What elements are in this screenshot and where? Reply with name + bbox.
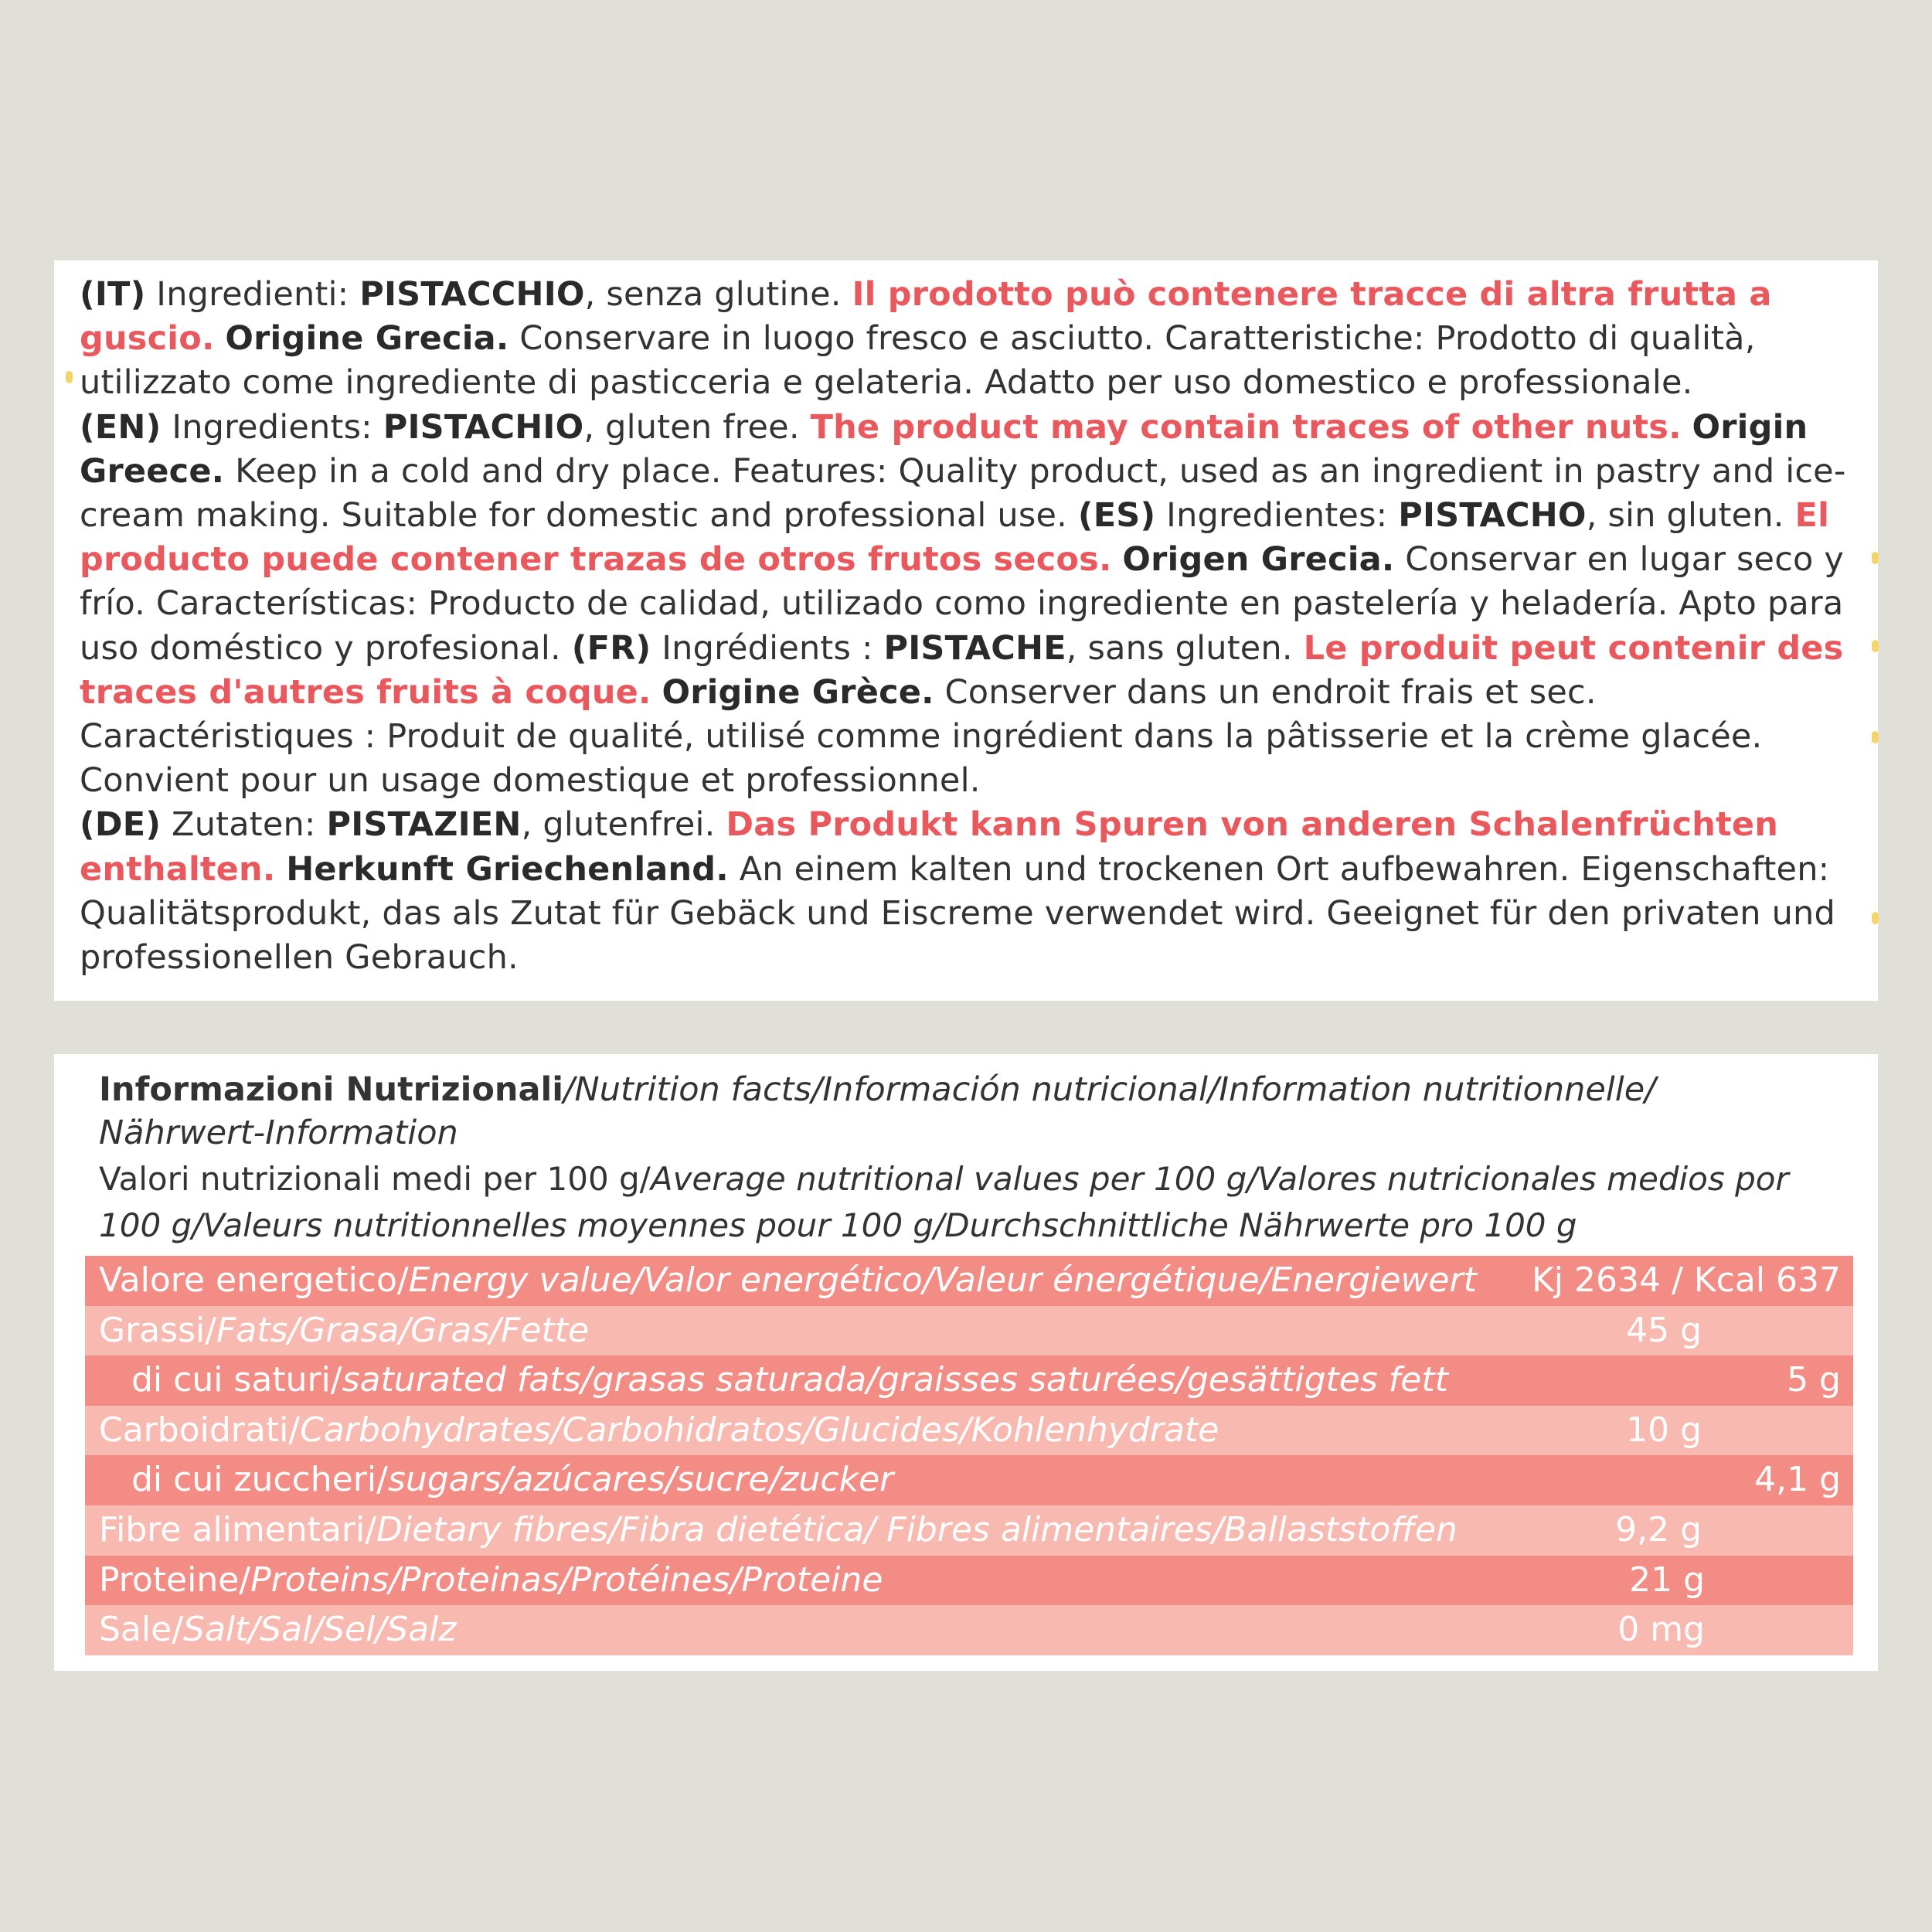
nutrient-value: 4,1 g	[1754, 1460, 1841, 1500]
nutrient-value: 0 mg	[1617, 1610, 1705, 1650]
nutrition-row	[85, 1306, 1853, 1356]
ingredient-text	[215, 319, 226, 358]
ingredient-text: Conserver dans un endroit frais et sec. Caractéristiques : Produit de qualité, utilisé comme ingrédient dans la pâtisserie et la crème glacée. Convient pour un usage domestique et professionnel.	[80, 672, 1763, 801]
nutrition-table	[85, 1256, 1853, 1655]
edge-mark	[66, 371, 73, 383]
ingredient-text: , gluten free.	[583, 407, 811, 447]
nutrient-value: 45 g	[1626, 1310, 1702, 1350]
ingredient-text: , glutenfrei.	[521, 805, 726, 845]
nutrient-label-plain: Proteine/	[99, 1560, 251, 1600]
nutrient-label	[131, 1355, 1448, 1406]
nutrition-subtitle-italic: Average nutritional values per 100 g/Valores nutricionales medios por 100 g/Valeurs nutritionnelles moyennes pour 100 g/Durchschnittliche Nährwerte pro 100 g	[99, 1160, 1789, 1244]
ingredient-text: Ingrédients :	[651, 628, 884, 668]
edge-mark	[1872, 640, 1879, 652]
nutrition-row	[85, 1455, 1853, 1505]
ingredient-bold-text: Herkunft Griechenland.	[286, 849, 729, 889]
nutrient-value: 5 g	[1787, 1360, 1841, 1400]
nutrient-label-plain: Sale/	[99, 1610, 184, 1650]
allergen-warning: Le produit peut contenir des traces d'autres fruits à coque.	[80, 628, 1844, 712]
allergen-warning: El producto puede contener trazas de otros frutos secos.	[80, 496, 1830, 580]
nutrient-value: 9,2 g	[1615, 1509, 1702, 1549]
ingredient-bold-text: (IT)	[80, 275, 146, 314]
nutrient-label-italic: sugars/azúcares/sucre/zucker	[387, 1460, 894, 1500]
ingredient-text: , senza glutine.	[584, 275, 852, 314]
ingredient-text: Zutaten:	[161, 805, 327, 845]
ingredient-text	[275, 850, 286, 889]
edge-mark	[1872, 552, 1879, 564]
nutrition-header	[99, 1068, 1845, 1249]
ingredient-bold-text: PISTACHIO	[383, 407, 584, 447]
ingredient-bold-text: PISTAZIEN	[326, 805, 522, 845]
nutrition-subtitle	[99, 1156, 1845, 1249]
nutrient-value: 21 g	[1629, 1560, 1705, 1600]
ingredient-bold-text: Origen Grecia.	[1122, 540, 1395, 580]
nutrient-label-plain: Grassi/	[99, 1310, 217, 1350]
nutrition-row	[85, 1256, 1853, 1306]
nutrient-label	[131, 1455, 893, 1505]
ingredient-bold-text: (FR)	[571, 628, 651, 668]
ingredient-text: Conservar en lugar seco y frío. Características: Producto de calidad, utilizado como ingrediente en pastelería y heladería. Apto para uso doméstico y profesional.	[80, 540, 1845, 668]
ingredient-bold-text: (DE)	[80, 805, 162, 845]
nutrient-label-italic: Carbohydrates/Carbohidratos/Glucides/Kohlenhydrate	[300, 1410, 1219, 1450]
nutrition-row	[85, 1355, 1853, 1406]
ingredient-text: An einem kalten und trockenen Ort aufbewahren. Eigenschaften: Qualitätsprodukt, das als Zutat für Gebäck und Eiscreme verwendet wird. Geeignet für den privaten und professionellen Gebrauch.	[80, 849, 1836, 978]
nutrient-label	[99, 1556, 883, 1606]
ingredient-bold-text: Origine Grèce.	[662, 672, 934, 712]
nutrition-row	[85, 1406, 1853, 1456]
nutrition-row	[85, 1556, 1853, 1606]
ingredient-bold-text: (ES)	[1077, 496, 1156, 536]
allergen-warning: Das Produkt kann Spuren von anderen Schalenfrüchten enthalten.	[80, 805, 1779, 889]
nutrient-label	[99, 1406, 1219, 1456]
nutrition-title	[99, 1068, 1845, 1155]
ingredient-text: Conservare in luogo fresco e asciutto. Caratteristiche: Prodotto di qualità, utilizzato come ingrediente di pasticceria e gelateria. Adatto per uso domestico e professionale.	[80, 319, 1756, 403]
nutrient-value: Kj 2634 / Kcal 637	[1531, 1260, 1841, 1300]
nutrition-row	[85, 1505, 1853, 1556]
nutrient-value: 10 g	[1626, 1410, 1702, 1450]
allergen-warning: The product may contain traces of other nuts.	[810, 407, 1682, 447]
nutrient-label-italic: Salt/Sal/Sel/Salz	[183, 1610, 457, 1650]
nutrient-label-italic: Energy value/Valor energético/Valeur énergétique/Energiewert	[408, 1260, 1477, 1300]
nutrient-label-plain: Valore energetico/	[99, 1260, 409, 1300]
ingredient-text	[1111, 540, 1122, 579]
nutrient-label-italic: saturated fats/grasas saturada/graisses saturées/gesättigtes fett	[342, 1360, 1448, 1400]
nutrition-panel	[54, 1054, 1878, 1671]
ingredient-bold-text: PISTACHO	[1398, 496, 1587, 536]
nutrition-title-rest2: Nährwert-Information	[99, 1114, 458, 1152]
ingredient-bold-text: (EN)	[80, 407, 162, 447]
nutrient-label	[99, 1505, 1458, 1556]
nutrient-label-plain: Carboidrati/	[99, 1410, 301, 1450]
nutrition-title-bold: Informazioni Nutrizionali	[99, 1070, 564, 1109]
ingredient-bold-text: Origine Grecia.	[225, 319, 509, 359]
ingredients-panel	[54, 260, 1878, 1001]
ingredient-bold-text: Origin Greece.	[80, 407, 1808, 491]
ingredient-text	[1682, 408, 1692, 447]
nutrient-label	[99, 1256, 1477, 1306]
ingredient-bold-text: PISTACCHIO	[359, 275, 585, 314]
edge-mark	[1872, 731, 1879, 743]
nutrient-label-italic: Fats/Grasa/Gras/Fette	[216, 1310, 590, 1350]
allergen-warning: Il prodotto può contenere tracce di altra frutta a guscio.	[80, 275, 1772, 359]
nutrient-label-plain: di cui saturi/	[131, 1360, 342, 1400]
ingredients-text	[80, 273, 1862, 980]
edge-mark	[1872, 912, 1879, 924]
ingredient-text	[651, 673, 662, 712]
nutrient-label	[99, 1605, 456, 1655]
nutrient-label-italic: Proteins/Proteinas/Protéines/Proteine	[250, 1560, 883, 1600]
ingredient-text: Keep in a cold and dry place. Features: Quality product, used as an ingredient in pastry and ice-cream making. Suitable for domestic and professional use.	[80, 451, 1846, 536]
nutrient-label	[99, 1306, 589, 1356]
nutrition-subtitle-plain: Valori nutrizionali medi per 100 g/	[99, 1160, 651, 1198]
nutrient-label-plain: Fibre alimentari/	[99, 1509, 377, 1549]
nutrition-title-rest: /Nutrition facts/Información nutricional/Information nutritionnelle/	[563, 1070, 1656, 1109]
ingredient-text: Ingredients:	[161, 407, 383, 447]
ingredient-text: , sans gluten.	[1066, 628, 1304, 668]
ingredient-text: , sin gluten.	[1586, 496, 1795, 536]
nutrition-row	[85, 1605, 1853, 1655]
ingredient-text: Ingredienti:	[145, 275, 360, 314]
ingredient-bold-text: PISTACHE	[883, 628, 1066, 668]
nutrient-label-italic: Dietary fibres/Fibra dietética/ Fibres alimentaires/Ballaststoffen	[376, 1509, 1458, 1549]
nutrient-label-plain: di cui zuccheri/	[131, 1460, 388, 1500]
ingredient-text: Ingredientes:	[1155, 496, 1399, 536]
